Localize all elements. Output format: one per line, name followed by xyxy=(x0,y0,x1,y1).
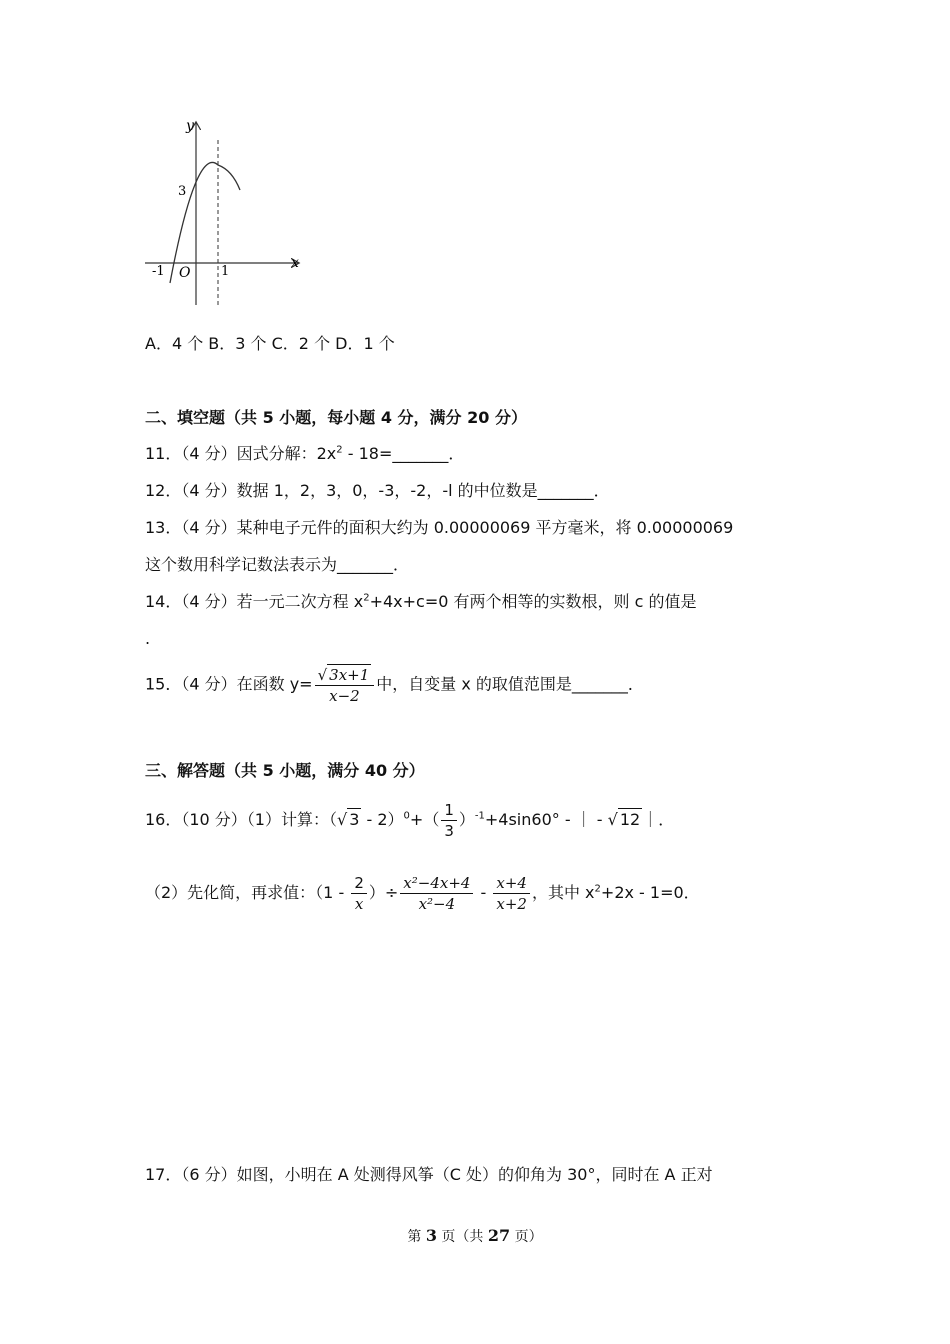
q16b-p5: +2x ‐ 1=0． xyxy=(600,883,700,902)
q15-radicand: 3x+1 xyxy=(329,666,370,684)
footer-page-number: 3 xyxy=(425,1226,437,1245)
q16-p5: +4sin60° ‐ ｜ ‐ xyxy=(484,810,608,829)
tick-3-label: 3 xyxy=(178,184,187,199)
question-15 xyxy=(145,664,644,706)
question-16-part2 xyxy=(145,873,700,914)
tick-1-label: 1 xyxy=(221,264,230,279)
question-12: 12．（4 分）数据 1，2，3，0，‐3，‐2，‐l 的中位数是_______． xyxy=(145,481,610,500)
q16-p3: +（ xyxy=(409,810,440,829)
q16b-f1-num: 2 xyxy=(351,873,367,894)
q16b-fraction1 xyxy=(351,873,367,914)
question-13-line1: 13．（4 分）某种电子元件的面积大约为 0.00000069 平方毫米，将 0.00000069 xyxy=(145,518,734,537)
q16b-p3: ‐ xyxy=(475,883,492,902)
q14-sup: 2 xyxy=(363,592,370,604)
q16-p1: 16．（10 分）（1）计算：（ xyxy=(145,810,337,829)
q16b-p1: （2）先化简，再求值：（1 ‐ xyxy=(145,883,350,902)
q16-sup0: 0 xyxy=(403,810,410,822)
q16b-fraction2 xyxy=(400,873,473,914)
y-axis-label: y xyxy=(186,118,194,134)
q16b-f1-den: x xyxy=(354,895,364,913)
q16b-f2-num: x²−4x+4 xyxy=(400,873,473,894)
q14-prefix: 14．（4 分）若一元二次方程 x xyxy=(145,592,364,611)
tick-neg1-label: -1 xyxy=(152,264,165,279)
q16b-f3-den: x+2 xyxy=(496,895,527,913)
q11-suffix: ‐ 18=_______． xyxy=(342,444,465,463)
section2-heading: 二、填空题（共 5 小题，每小题 4 分，满分 20 分） xyxy=(145,408,527,427)
q16-frac-den: 3 xyxy=(444,822,454,840)
footer-post: 页） xyxy=(510,1229,543,1245)
question-17: 17．（6 分）如图，小明在 A 处测得风筝（C 处）的仰角为 30°，同时在 A 正对 xyxy=(145,1165,713,1184)
page-footer xyxy=(0,1226,950,1246)
q16b-p2: ）÷ xyxy=(368,883,399,902)
x-axis-label: x xyxy=(291,255,299,271)
q15-fraction: $\frac{√ 3x+1}{x-2}$ xyxy=(315,664,375,706)
q16-p6: ｜． xyxy=(642,810,675,829)
q15-denominator: x−2 xyxy=(329,687,360,705)
question-14-line2: . xyxy=(145,629,151,648)
q16-frac-num: 1 xyxy=(441,800,457,821)
q14-suffix: +4x+c=0 有两个相等的实数根，则 c 的值是 xyxy=(369,592,697,611)
q16b-f3-num: x+4 xyxy=(493,873,530,894)
q16-fraction xyxy=(441,800,457,841)
question-16-part1: 16．（10 分）（1）计算：（√ 3 ‐ 2）$^0$+（ $\frac{1}{3}$ ）$^{‐1}$+4sin60° ‐ ｜ ‐ √ 12 ｜． xyxy=(145,801,675,840)
q16-sup-neg1: ‐1 xyxy=(474,810,485,822)
footer-mid: 页（共 xyxy=(436,1229,488,1245)
q16-p4: ） xyxy=(458,810,475,829)
q15-suffix: 中，自变量 x 的取值范围是_______． xyxy=(376,674,644,694)
q16-p2: ‐ 2） xyxy=(361,810,404,829)
q16-root1: 3 xyxy=(349,810,360,829)
question-11 xyxy=(145,443,464,465)
q15-prefix: 15．（4 分）在函数 y= xyxy=(145,674,313,694)
question-14 xyxy=(145,591,696,613)
q11-prefix: 11．（4 分）因式分解：2x xyxy=(145,444,337,463)
origin-label: O xyxy=(179,265,191,281)
q16b-sup: 2 xyxy=(594,883,601,895)
q16b-f2-den: x²−4 xyxy=(418,895,456,913)
q10-options: A．4 个 B．3 个 C．2 个 D．1 个 xyxy=(145,334,395,353)
question-13-line2: 这个数用科学记数法表示为_______． xyxy=(145,555,410,574)
q16b-p4: ，其中 x xyxy=(531,883,595,902)
q11-sup: 2 xyxy=(336,444,343,456)
q16b-fraction3 xyxy=(493,873,530,914)
parabola-graph xyxy=(140,115,310,310)
section3-heading: 三、解答题（共 5 小题，满分 40 分） xyxy=(145,761,425,780)
q16-root2: 12 xyxy=(619,810,641,829)
footer-pre: 第 xyxy=(407,1229,426,1245)
footer-total-pages: 27 xyxy=(487,1226,511,1245)
